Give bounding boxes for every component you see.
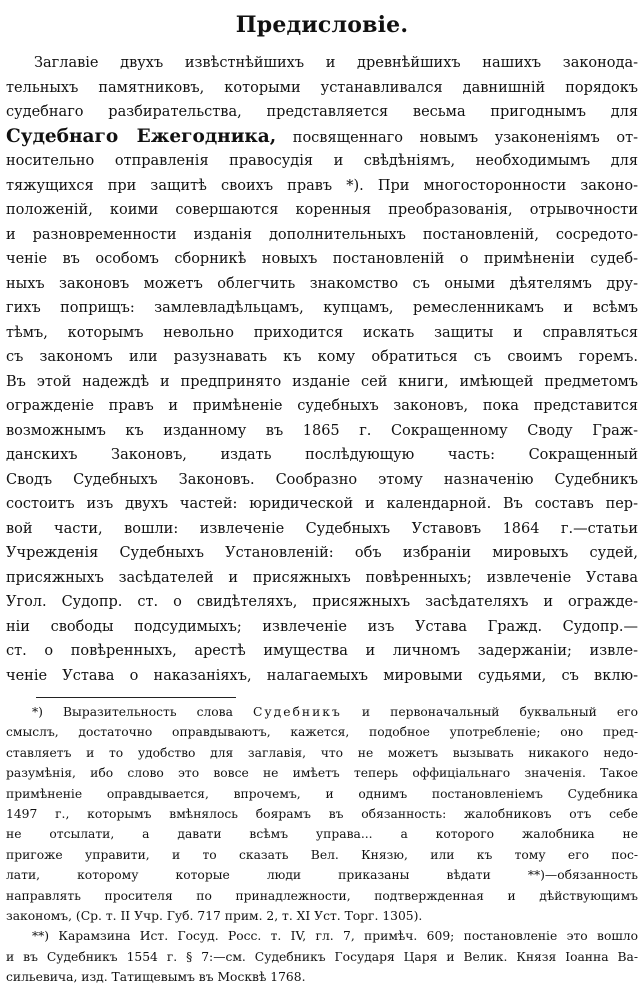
text-line: положеній, коими совершаются коренныя преобразованія, отрывочности xyxy=(6,202,638,218)
text-line: состоитъ изъ двухъ частей: юридической и календарной. Въ составъ пер- xyxy=(6,496,638,512)
text-line: ныхъ законовъ можетъ облегчить знакомство съ оными дѣятелямъ дру- xyxy=(6,275,638,292)
text-line: огражденіе правъ и примѣненіе судебныхъ законовъ, пока представится xyxy=(6,398,638,414)
book-title-emphasis: Судебнаго Ежегодника, xyxy=(6,125,277,147)
footnotes xyxy=(6,702,638,987)
text-line: присяжныхъ засѣдателей и присяжныхъ повѣренныхъ; извлеченіе Устава xyxy=(6,569,638,586)
text-line: возможнымъ къ изданному въ 1865 г. Сокращенному Своду Граж- xyxy=(6,422,638,439)
text-line: ченіе въ особомъ сборникѣ новыхъ постановленій о примѣненіи судеб- xyxy=(6,251,638,267)
spaced-emphasis: Судебникъ xyxy=(253,705,342,719)
text-line: Судебнаго Ежегодника, посвященнаго новымъ узаконеніямъ от- xyxy=(6,125,638,147)
footnote-line: и въ Судебникъ 1554 г. § 7:—см. Судебникъ Государя Царя и Велик. Князя Іоанна Ва- xyxy=(6,949,638,964)
text-line: Угол. Судопр. ст. о свидѣтеляхъ, присяжныхъ засѣдателяхъ и огражде- xyxy=(6,594,638,610)
text-line: Заглавіе двухъ извѣстнѣйшихъ и древнѣйшихъ нашихъ законода- xyxy=(34,55,638,71)
footnote-line: лати, которому которые люди приказаны вѣдати **)—обязанность xyxy=(6,868,638,883)
footnote-line: не отсылати, а давати всѣмъ управа... а которого жалобника не xyxy=(6,827,638,842)
text-line: вой части, вошли: извлеченіе Судебныхъ Уставовъ 1864 г.—статьи xyxy=(6,520,638,537)
footnote-line: *) Выразительность слова Судебникъ и первоначальный буквальный его xyxy=(32,705,638,719)
footnote-line: 1497 г., которымъ вмѣнялось боярамъ въ обязанность: жалобниковъ отъ себе xyxy=(6,806,638,821)
text-line: Сводъ Судебныхъ Законовъ. Сообразно этому назначенію Судебникъ xyxy=(6,471,638,488)
footnote-line: примѣненіе оправдывается, впрочемъ, и однимъ постановленіемъ Судебника xyxy=(6,786,638,801)
text-line: данскихъ Законовъ, издать послѣдующую часть: Сокращенный xyxy=(6,447,638,463)
text-line: тельныхъ памятниковъ, которыми устанавливался давнишній порядокъ xyxy=(6,79,638,96)
text-line: судебнаго разбирательства, представляется весьма пригоднымъ для xyxy=(6,104,638,120)
text-line: съ закономъ или разузнавать къ кому обратиться съ своимъ горемъ. xyxy=(6,349,638,365)
footnote-line: закономъ, (Ср. т. II Учр. Губ. 717 прим. 2, т. XI Уст. Торг. 1305). xyxy=(6,908,423,923)
text-line: и разновременности изданія дополнительныхъ постановленій, сосредото- xyxy=(6,226,638,243)
footnote-line: сильевича, изд. Татищевымъ въ Москвѣ 1768. xyxy=(6,970,306,985)
footnote-line: разумѣнія, ибо слово это вовсе не имѣетъ теперь оффиціальнаго значенія. Такое xyxy=(6,766,638,781)
text-line: Учрежденія Судебныхъ Установленій: объ избраніи мировыхъ судей, xyxy=(6,545,638,561)
text-line: тѣмъ, которымъ невольно приходится искать защиты и справляться xyxy=(6,324,638,341)
page-title: Предисловіе. xyxy=(235,12,409,38)
text-line: носительно отправленія правосудія и свѣдѣніямъ, необходимымъ для xyxy=(6,153,638,169)
text-line: ст. о повѣренныхъ, арестѣ имущества и личномъ задержаніи; извле- xyxy=(6,643,638,659)
preface-paragraph xyxy=(6,51,638,688)
text-line: ченіе Устава о наказаніяхъ, налагаемыхъ мировыми судьями, съ вклю- xyxy=(6,667,638,684)
footnote-line: **) Карамзина Ист. Госуд. Росс. т. IV, гл. 7, примѣч. 609; постановленіе это вошло xyxy=(32,929,638,944)
footnote-line: пригоже управити, и то сказать Вел. Князю, или къ тому его пос- xyxy=(6,847,638,862)
footnote-line: направлять просителя по принадлежности, подтвержденная и дѣйствующимъ xyxy=(6,888,638,903)
text-line: гихъ поприщъ: замлевладѣльцамъ, купцамъ, ремесленникамъ и всѣмъ xyxy=(6,300,638,316)
footnote-divider xyxy=(36,697,236,698)
text-line: ніи свободы подсудимыхъ; извлеченіе изъ Устава Гражд. Судопр.— xyxy=(6,618,638,635)
text-line: Въ этой надеждѣ и предпринято изданіе сей книги, имѣющей предметомъ xyxy=(6,373,638,390)
text-line: тяжущихся при защитѣ своихъ правъ *). При многосторонности законо- xyxy=(6,177,638,194)
footnote-line: смыслъ, достаточно оправдываютъ, кажется, подобное употребленіе; оно пред- xyxy=(6,725,638,740)
footnote-line: ставляетъ и то удобство для заглавія, что не можетъ вызывать никакого недо- xyxy=(6,745,638,760)
